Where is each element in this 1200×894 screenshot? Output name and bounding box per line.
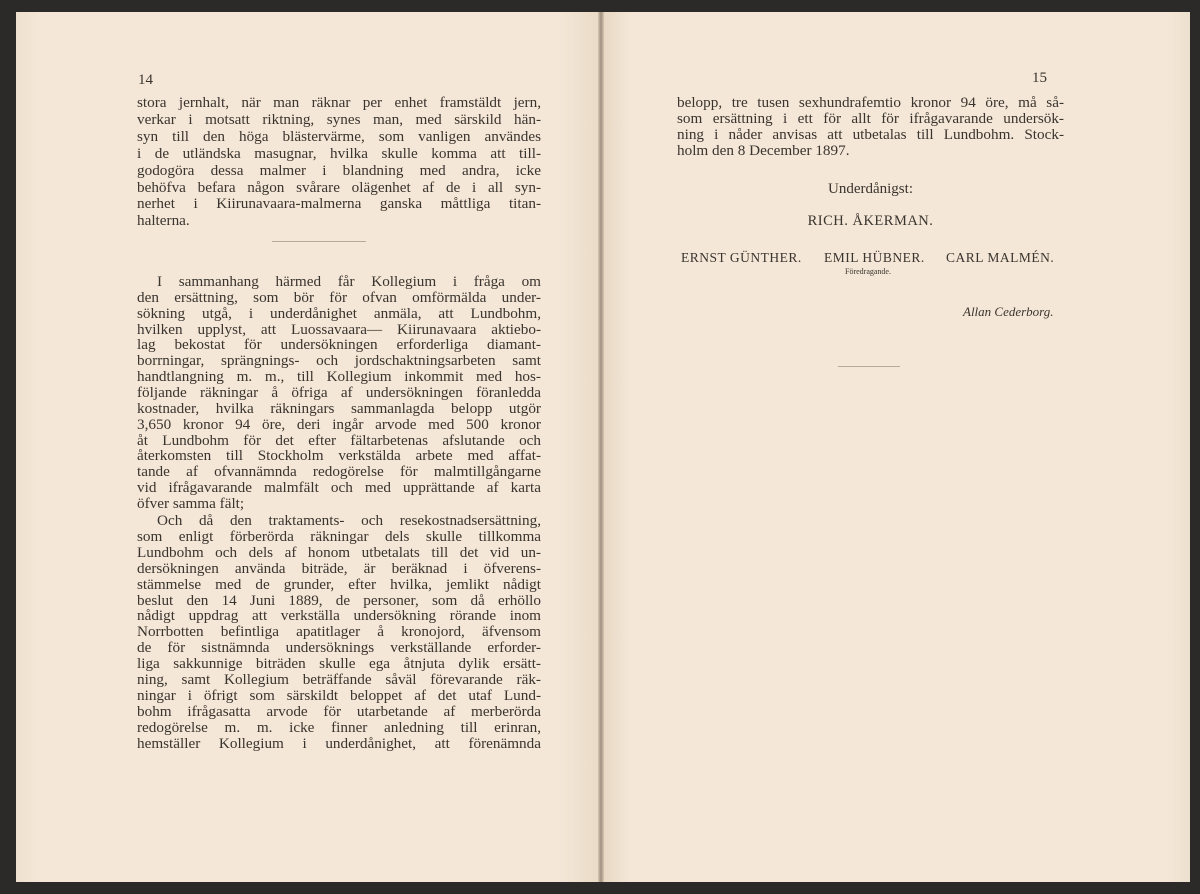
text-line: kostnader, hvilka räkningars sammanlagda belopp utgör [137,399,541,417]
text-line: holm den 8 December 1897. [677,142,850,159]
text-line: handtlangning m. m., till Kollegium inkommit med hos- [137,368,541,386]
text-line: halterna. [137,212,190,230]
text-line: dersökningen använda biträde, är beräknad i öfverens- [137,559,541,577]
text-line: stämmelse med de grunder, efter hvilka, jemlikt nådigt [137,575,541,593]
end-divider [838,366,900,367]
text-line: Norrbotten befintliga apatitlager å kronojord, äfvensom [137,623,541,641]
text-line: godogöra dessa malmer i blandning med andra, icke [137,161,541,179]
text-line: åt Lundbohm för det efter fältarbetenas afslutande och [137,431,541,449]
signatory-2: EMIL HÜBNER. [824,250,925,265]
rapporteur-note: Föredragande. [845,267,891,276]
text-line: tande af ofvannämnda redogörelse för malmtillgångarne [137,463,541,481]
text-line: redogörelse m. m. icke finner anledning till erinran, [137,718,541,736]
text-line: 3,650 kronor 94 öre, deri ingår arvode med 500 kronor [137,415,541,433]
text-line: liga sakkunnige biträden skulle ega åtnjuta dylik ersätt- [137,655,541,673]
text-line: behöfva befara någon svårare olägenhet af de i all syn- [137,178,541,196]
text-line: de för sistnämnda undersöknings verkställande erforder- [137,639,541,657]
text-line: hvilken upplyst, att Luossavaara— Kiirunavaara aktiebo- [137,320,541,338]
signatory-1: ERNST GÜNTHER. [681,250,802,265]
closing-text: Underdånigst: [828,181,913,197]
text-line: ning, samt Kollegium beträffande såväl förevarande räk- [137,671,541,688]
book-gutter [598,12,604,882]
text-line: nådigt uppdrag att verkställa undersökning rörande inom [137,607,541,625]
text-line: som enligt förberörda räkningar dels skulle tillkomma [137,527,541,545]
text-line: i de utländska masugnar, hvilka skulle komma att till- [137,144,541,162]
text-line: verkar i motsatt riktning, synes man, med särskild hän- [137,110,541,128]
text-line: ningar i öfrigt som särskildt beloppet af det utaf Lund- [137,686,541,704]
section-divider [272,241,366,242]
text-line: Och då den traktaments- och resekostnadsersättning, [157,512,541,529]
text-line: belopp, tre tusen sexhundrafemtio kronor 94 öre, må så- [677,94,1064,111]
text-line: syn till den höga blästervärme, som vanligen användes [137,127,541,145]
text-line: ning i nåder anvisas att utbetalas till Lundbohm. Stock- [677,126,1064,143]
text-line: sökning utgå, i underdånighet anmäla, att Lundbohm, [137,304,541,322]
text-line: hemställer Kollegium i underdånighet, att förenämnda [137,734,541,752]
text-line: öfver samma fält; [137,494,245,512]
page-number-left: 14 [138,72,153,88]
text-line: beslut den 14 Juni 1889, de personer, som då erhöllo [137,591,541,609]
text-line: I sammanhang härmed får Kollegium i fråga om [157,273,541,290]
text-line: nerhet i Kiirunavaara-malmerna ganska måttliga titan- [137,195,541,213]
signatory-3: CARL MALMÉN. [946,250,1055,265]
signatory-main: RICH. ÅKERMAN. [807,213,934,229]
text-line: Lundbohm och dels af honom utbetalats till det vid un- [137,543,541,561]
text-line: bohm ifrågasatta arvode för utarbetande af merberörda [137,702,541,720]
text-line: återkomsten till Stockholm verkstälda arbete med affat- [137,447,541,465]
text-line: som ersättning i ett för allt för ifrågavarande undersök- [677,110,1064,127]
countersign: Allan Cederborg. [963,304,1054,319]
text-line: vid ifrågavarande malmfält och med upprättande af karta [137,479,541,497]
text-line: borrningar, sprängnings- och jordschaktningsarbeten samt [137,352,541,370]
text-line: den ersättning, som bör för ofvan omförmälda under- [137,288,541,306]
text-line: stora jernhalt, när man räknar per enhet framstäldt jern, [137,94,541,111]
page-number-right: 15 [1032,70,1047,86]
text-line: följande räkningar å öfriga af undersökningen föranledda [137,383,541,401]
text-line: lag bekostat för undersökningen erforderliga diamant- [137,336,541,354]
